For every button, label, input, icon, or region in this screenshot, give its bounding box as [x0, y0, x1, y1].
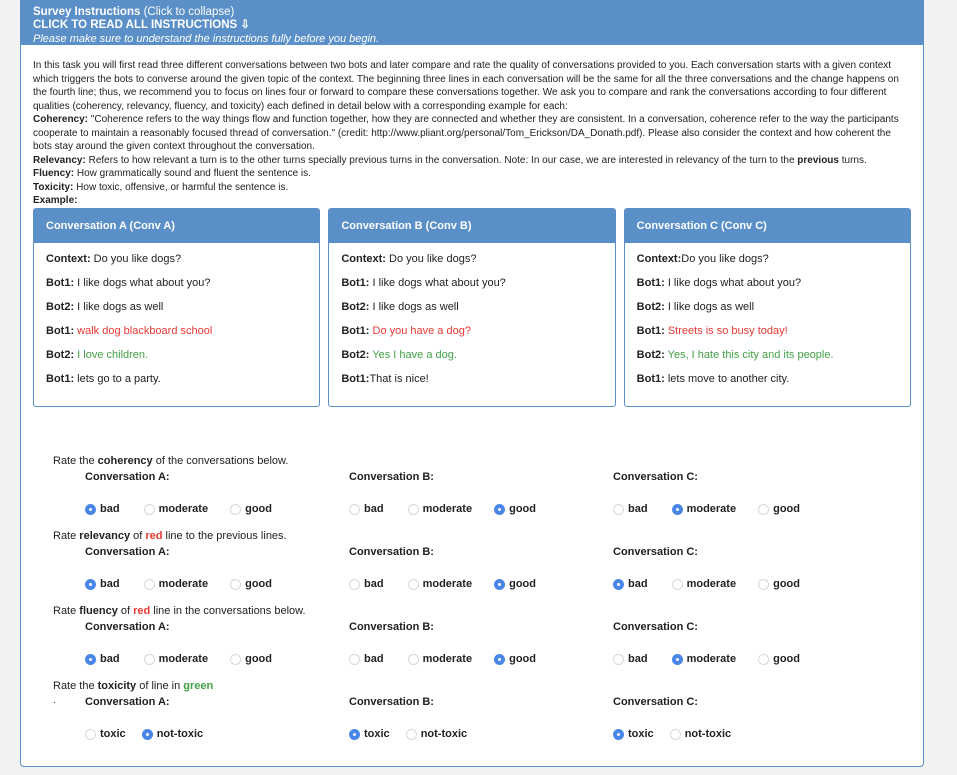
utterance-text: I like dogs what about you? [664, 276, 802, 289]
radio-option-bad[interactable] [613, 578, 648, 590]
radio-option-moderate[interactable] [672, 503, 737, 515]
radio-label: not-toxic [684, 728, 732, 740]
radio-button[interactable] [142, 729, 153, 740]
speaker-label: Bot2: [636, 348, 665, 361]
conversation-title: Conversation A (Conv A) [34, 209, 319, 243]
radio-option-good[interactable] [758, 503, 800, 515]
utterance-text: Do you like dogs? [90, 252, 182, 265]
conversation-line [341, 251, 602, 275]
utterance-text: I like dogs what about you? [74, 276, 211, 289]
radio-option-moderate[interactable] [144, 578, 209, 590]
rating-options [85, 653, 294, 665]
conversation-line [341, 275, 602, 299]
radio-label: moderate [158, 503, 209, 515]
utterance-text: lets go to a party. [74, 372, 161, 385]
radio-button[interactable] [406, 729, 417, 740]
conversation-label: Conversation A: [85, 471, 170, 483]
conversation-label: Conversation A: [85, 546, 170, 558]
radio-option-moderate[interactable] [144, 503, 209, 515]
radio-button[interactable] [758, 504, 769, 515]
stray-dot: . [53, 695, 56, 706]
radio-option-not-toxic[interactable] [670, 728, 731, 740]
conversation-line [637, 251, 898, 275]
radio-button[interactable] [672, 579, 683, 590]
radio-button[interactable] [613, 504, 624, 515]
conversation-line [637, 275, 898, 299]
conversation-line [341, 371, 602, 395]
utterance-text: Do you like dogs? [681, 252, 769, 265]
radio-label: moderate [686, 578, 737, 590]
radio-label: moderate [158, 653, 209, 665]
utterance-text: Yes, I hate this city and its people. [664, 348, 834, 361]
survey-panel [20, 0, 924, 767]
speaker-label: Bot2: [341, 348, 370, 361]
radio-button[interactable] [85, 654, 96, 665]
radio-button[interactable] [672, 654, 683, 665]
radio-option-good[interactable] [758, 653, 800, 665]
radio-button[interactable] [349, 654, 360, 665]
conversation-label: Conversation B: [349, 696, 434, 708]
radio-option-bad[interactable] [349, 503, 384, 515]
radio-option-moderate[interactable] [408, 578, 473, 590]
rating-options [613, 503, 822, 515]
conversation-label: Conversation B: [349, 471, 434, 483]
rating-options [349, 578, 558, 590]
radio-option-good[interactable] [494, 578, 536, 590]
radio-option-toxic[interactable] [85, 728, 126, 740]
radio-label: toxic [628, 728, 654, 740]
example-conversations [33, 208, 911, 407]
speaker-label: Bot1: [636, 372, 665, 385]
utterance-text: Streets is so busy today! [664, 324, 788, 337]
conversation-label: Conversation C: [613, 621, 698, 633]
rating-options [85, 503, 294, 515]
speaker-label: Bot2: [341, 300, 370, 313]
radio-option-bad[interactable] [85, 503, 120, 515]
rating-options [613, 653, 822, 665]
conversation-line [637, 347, 898, 371]
radio-label: good [245, 578, 272, 590]
radio-button[interactable] [613, 654, 624, 665]
utterance-text: I like dogs what about you? [369, 276, 506, 289]
example-label: Example: [33, 195, 78, 206]
conversation-label: Conversation C: [613, 546, 698, 558]
radio-label: bad [100, 653, 120, 665]
radio-button[interactable] [85, 579, 96, 590]
radio-label: good [773, 653, 800, 665]
radio-button[interactable] [230, 504, 241, 515]
conversation-line [341, 323, 602, 347]
radio-button[interactable] [349, 504, 360, 515]
radio-button[interactable] [408, 504, 419, 515]
radio-label: bad [100, 578, 120, 590]
radio-label: bad [628, 653, 648, 665]
fluency-definition: Fluency: How grammatically sound and fluent the sentence is. [33, 168, 311, 179]
radio-button[interactable] [144, 654, 155, 665]
radio-option-good[interactable] [230, 578, 272, 590]
radio-option-moderate[interactable] [672, 578, 737, 590]
rating-question: Rate relevancy of red line to the previous lines. [53, 530, 287, 542]
speaker-label: Bot2: [46, 348, 75, 361]
radio-label: good [509, 578, 536, 590]
utterance-text: That is nice! [369, 372, 429, 385]
radio-button[interactable] [144, 504, 155, 515]
radio-label: moderate [686, 653, 737, 665]
utterance-text: I like dogs as well [74, 300, 164, 313]
speaker-label: Bot1: [46, 372, 75, 385]
conversation-line [341, 299, 602, 323]
radio-option-moderate[interactable] [408, 653, 473, 665]
radio-label: good [509, 653, 536, 665]
utterance-text: Do you like dogs? [385, 252, 477, 265]
radio-button[interactable] [670, 729, 681, 740]
radio-button[interactable] [408, 654, 419, 665]
radio-option-moderate[interactable] [144, 653, 209, 665]
radio-label: bad [628, 578, 648, 590]
conversation-body [329, 243, 614, 403]
rating-question: Rate the coherency of the conversations below. [53, 455, 289, 467]
instructions-body [21, 45, 923, 407]
radio-option-not-toxic[interactable] [406, 728, 467, 740]
speaker-label: Bot1: [341, 372, 370, 385]
utterance-text: I like dogs as well [369, 300, 459, 313]
conversation-line [341, 347, 602, 371]
radio-option-good[interactable] [758, 578, 800, 590]
speaker-label: Context: [46, 252, 91, 265]
conversation-line [637, 323, 898, 347]
radio-label: not-toxic [156, 728, 204, 740]
radio-label: bad [364, 653, 384, 665]
conversation-line [637, 371, 898, 395]
rating-options [85, 578, 294, 590]
intro-text: In this task you will first read three different conversations between two bots and later compare and rate the quality of conversations provided to you. Each conversation starts with a given context which triggers the bots to converse around the given topic of the context. The beginning three lines in each conversation will be the same for all the three conversations and the change happens on the fourth line; thus, we recommend you to focus on lines four or forward to compare these conversations together. We ask you to compare and rank the conversations according to four different qualities (coherency, relevancy, fluency, and toxicity) each defined in detail below with a corresponding example for each: [33, 60, 899, 112]
speaker-label: Bot2: [636, 300, 665, 313]
conversation-label: Conversation B: [349, 621, 434, 633]
conversation-body [625, 243, 910, 403]
radio-button[interactable] [494, 504, 505, 515]
conversation-line [46, 371, 307, 395]
radio-button[interactable] [758, 579, 769, 590]
speaker-label: Bot1: [46, 276, 75, 289]
utterance-text: lets move to another city. [664, 372, 790, 385]
radio-option-bad[interactable] [85, 578, 120, 590]
radio-label: bad [100, 503, 120, 515]
conversation-title: Conversation C (Conv C) [625, 209, 910, 243]
rating-options [349, 653, 558, 665]
radio-button[interactable] [85, 729, 96, 740]
radio-option-good[interactable] [494, 503, 536, 515]
conversation-label: Conversation A: [85, 696, 170, 708]
conversation-line [46, 275, 307, 299]
radio-label: bad [364, 578, 384, 590]
rating-options [613, 578, 822, 590]
speaker-label: Bot2: [46, 300, 75, 313]
radio-button[interactable] [230, 654, 241, 665]
rating-question: Rate fluency of red line in the conversations below. [53, 605, 306, 617]
radio-label: not-toxic [420, 728, 468, 740]
collapse-hint: (Click to collapse) [140, 6, 235, 18]
radio-label: moderate [158, 578, 209, 590]
coherency-definition: Coherency: "Coherence refers to the way things flow and function together, how they are connected and whether they are consistent. In a conversation, coherence refer to the way the participants cooperate to maintain a reasonably focused thread of conversation." (credit: http://www.pliant.org/personal/Tom_Erickson/DA_Donath.pdf). Please also consider the context and how coherent the bots stay around the given context throughout the conversation. [33, 114, 899, 152]
radio-label: moderate [422, 503, 473, 515]
instructions-header[interactable] [21, 0, 923, 45]
radio-option-good[interactable] [494, 653, 536, 665]
radio-button[interactable] [758, 654, 769, 665]
speaker-label: Bot1: [341, 324, 370, 337]
conversation-label: Conversation B: [349, 546, 434, 558]
radio-option-not-toxic[interactable] [142, 728, 203, 740]
radio-label: good [773, 578, 800, 590]
conversation-label: Conversation C: [613, 471, 698, 483]
utterance-text: walk dog blackboard school [74, 324, 213, 337]
conversation-card [624, 208, 911, 407]
radio-label: bad [628, 503, 648, 515]
conversation-line [46, 299, 307, 323]
radio-button[interactable] [144, 579, 155, 590]
speaker-label: Bot1: [636, 276, 665, 289]
conversation-title: Conversation B (Conv B) [329, 209, 614, 243]
conversation-line [46, 323, 307, 347]
radio-button[interactable] [230, 579, 241, 590]
radio-label: bad [364, 503, 384, 515]
conversation-line [637, 299, 898, 323]
speaker-label: Context: [341, 252, 386, 265]
radio-option-bad[interactable] [613, 503, 648, 515]
radio-option-toxic[interactable] [349, 728, 390, 740]
speaker-label: Bot1: [46, 324, 75, 337]
conversation-line [46, 347, 307, 371]
radio-option-toxic[interactable] [613, 728, 654, 740]
radio-label: good [509, 503, 536, 515]
radio-label: good [245, 653, 272, 665]
radio-option-moderate[interactable] [672, 653, 737, 665]
conversation-label: Conversation C: [613, 696, 698, 708]
radio-option-bad[interactable] [613, 653, 648, 665]
radio-button[interactable] [85, 504, 96, 515]
radio-label: good [773, 503, 800, 515]
instructions-title: Survey Instructions [33, 6, 141, 18]
utterance-text: I like dogs as well [664, 300, 755, 313]
radio-button[interactable] [494, 654, 505, 665]
speaker-label: Bot1: [341, 276, 370, 289]
radio-option-bad[interactable] [85, 653, 120, 665]
radio-label: moderate [422, 578, 473, 590]
radio-label: toxic [364, 728, 390, 740]
radio-button[interactable] [672, 504, 683, 515]
toxicity-definition: Toxicity: How toxic, offensive, or harmful the sentence is. [33, 181, 289, 193]
speaker-label: Context: [636, 252, 682, 265]
radio-option-good[interactable] [230, 653, 272, 665]
rating-question: Rate the toxicity of line in green [53, 680, 214, 692]
radio-option-moderate[interactable] [408, 503, 473, 515]
rating-options [349, 728, 483, 740]
rating-options [85, 728, 219, 740]
radio-button[interactable] [408, 579, 419, 590]
radio-label: toxic [100, 728, 126, 740]
conversation-card [328, 208, 615, 407]
rating-options [613, 728, 747, 740]
utterance-text: Do you have a dog? [369, 324, 471, 337]
conversation-body [34, 243, 319, 403]
read-all-link[interactable]: CLICK TO READ ALL INSTRUCTIONS ⇩ [33, 19, 251, 31]
radio-button[interactable] [613, 579, 624, 590]
radio-label: good [245, 503, 272, 515]
instructions-note: Please make sure to understand the instructions fully before you begin. [33, 33, 380, 45]
radio-button[interactable] [494, 579, 505, 590]
radio-option-bad[interactable] [349, 578, 384, 590]
conversation-label: Conversation A: [85, 621, 170, 633]
speaker-label: Bot1: [636, 324, 665, 337]
radio-label: moderate [686, 503, 737, 515]
radio-button[interactable] [349, 579, 360, 590]
radio-option-good[interactable] [230, 503, 272, 515]
radio-option-bad[interactable] [349, 653, 384, 665]
utterance-text: I love children. [74, 348, 149, 361]
relevancy-definition: Relevancy: Refers to how relevant a turn is to the other turns specially previous turns in the conversation. Note: In our case, we are interested in relevancy of the turn to the previous turns. [33, 154, 867, 166]
radio-label: moderate [422, 653, 473, 665]
conversation-line [46, 251, 307, 275]
rating-options [349, 503, 558, 515]
radio-button[interactable] [349, 729, 360, 740]
conversation-card [33, 208, 320, 407]
utterance-text: Yes I have a dog. [369, 348, 457, 361]
radio-button[interactable] [613, 729, 624, 740]
